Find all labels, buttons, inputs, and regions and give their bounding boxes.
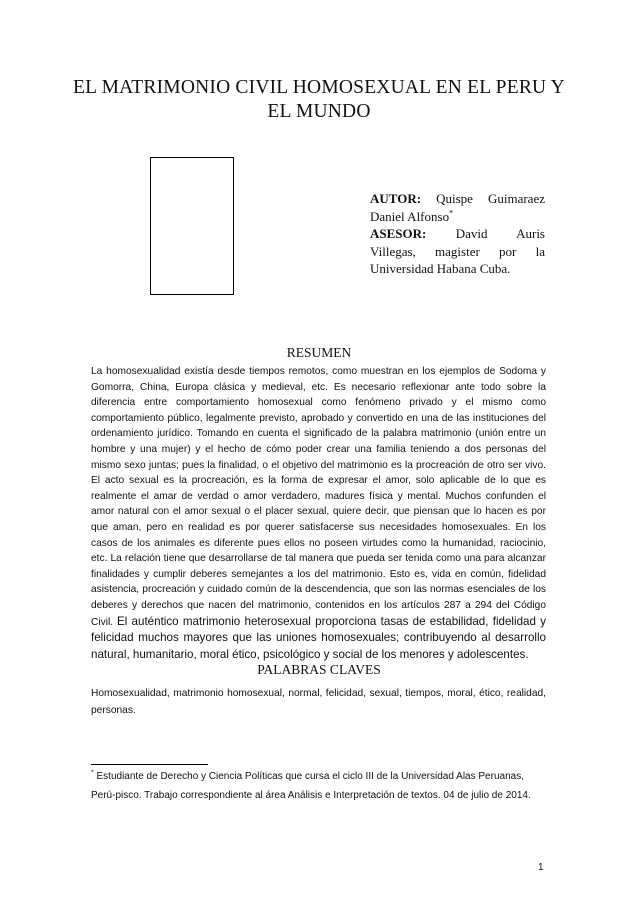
abstract-text-large: El auténtico matrimonio heterosexual proporciona tasas de estabilidad, fidelidad y felicidad muchos mayores que las uniones homosexuales; contribuyendo al desarrollo natural, humanitario, moral ético, psicológico y social de los menores y adolescentes. [91,614,546,661]
author-block [370,190,545,278]
author-label: AUTOR: [370,191,422,206]
advisor-line2-row [370,243,545,261]
abstract-text: La homosexualidad existía desde tiempos remotos, como muestran en los ejemplos de Sodoma y Gomorra, China, Europa clásica y medieval, etc. Es necesario reflexionar ante todo sobre la diferencia entre comportamiento homosexual como fenómeno privado y el mismo como comportamiento público, legalmente previsto, aprobado y convertido en una de las instituciones del ordenamiento jurídico. Tomando en cuenta el significado de la palabra matrimonio (unión entre un hombre y una mujer) y el hecho de cómo poder crear una familia teniendo a dos personas del mismo sexo juntas; pues la finalidad, o el objetivo del matrimonio es la procreación de otro ser vivo. El acto sexual es la procreación, es la forma de expresar el amor, solo aplicable de lo que es realmente el amar de verdad o amor verdadero, madures física y mental. Muchos confunden el amor natural con el amor sexual o el placer sexual, quiere decir, que piensan que lo hacen es por que aman, pero en realidad es por querer satisfacerse sus necesidades homosexuales. En los casos de los animales es diferente pues ellos no poseen virtudes como la humanidad, raciocinio, etc. La relación tiene que desarrollarse de tal manera que pueda ser tenida como una para alcanzar finalidades y cumplir deberes semejantes a los del matrimonio. Esto es, vida en común, fidelidad asistencia, procreación y cuidado común de la descendencia, que son las normas esenciales de los deberes y derechos que nacen del matrimonio, contenidos en los artículos 287 a 294 del Código Civil. [91,366,546,628]
footnote-text: Estudiante de Derecho y Ciencia Políticas que cursa el ciclo III de la Universidad Alas Peruanas, Perú-pisco. Trabajo correspondiente al área Análisis e Interpretación de textos. 04 de julio de 2014. [91,771,531,801]
author-line [370,190,545,208]
advisor-line [370,225,545,243]
photo-placeholder [150,157,234,295]
advisor-label: ASESOR: [370,226,427,242]
advisor-line3-row [370,260,545,278]
footnote-divider [91,764,208,765]
footnote [91,768,551,805]
advisor-line2: Villegas, magister por la [370,243,545,259]
document-title: EL MATRIMONIO CIVIL HOMOSEXUAL EN EL PERU Y EL MUNDO [73,77,565,122]
footnote-marker-bottom: * [91,769,94,777]
advisor-line1: David Auris [455,226,545,242]
keywords-heading: PALABRAS CLAVES [257,662,381,677]
advisor-line3: Universidad Habana Cuba. [370,261,511,277]
footnote-marker: * [449,208,454,218]
author-name-line1: Quispe Guimaraez [436,191,545,206]
abstract-body [91,364,546,663]
page-number: 1 [538,862,544,873]
author-name-row [370,208,545,226]
abstract-heading: RESUMEN [286,345,352,360]
keywords-body: Homosexualidad, matrimonio homosexual, normal, felicidad, sexual, tiempos, moral, ético, realidad, personas. [91,688,546,716]
author-name-line2: Daniel Alfonso [370,208,450,224]
